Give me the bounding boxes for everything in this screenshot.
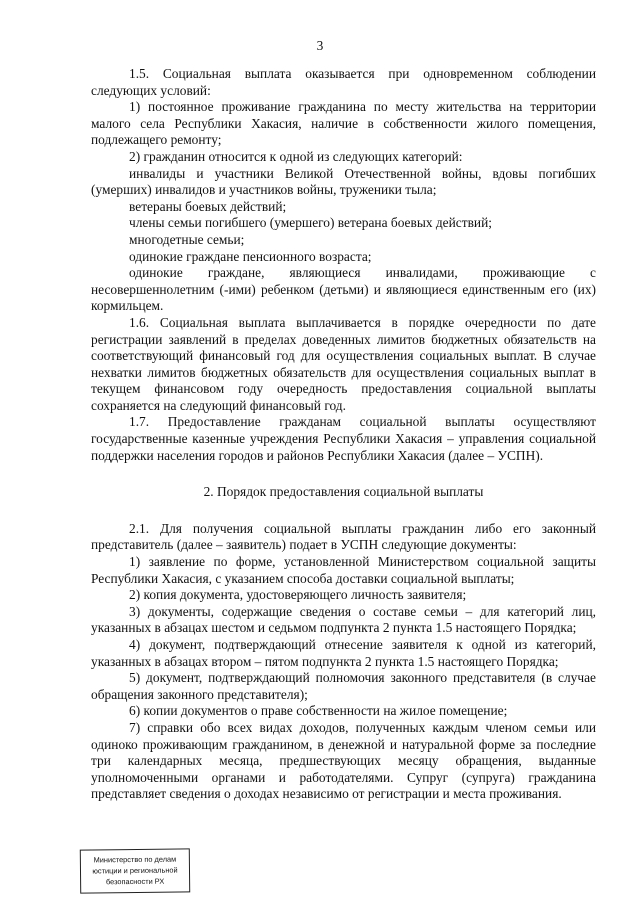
paragraph: 1.5. Социальная выплата оказывается при одновременном соблюдении следующих условий: [91, 66, 596, 98]
stamp-line: Министерство по делам [93, 854, 177, 865]
paragraph: ветераны боевых действий; [129, 198, 287, 214]
registration-stamp [80, 848, 190, 893]
paragraph: многодетные семьи; [129, 231, 245, 247]
page-number: 3 [316, 38, 324, 53]
paragraph: 2.1. Для получения социальной выплаты гражданин либо его законный представитель (далее – заявитель) подает в УСПН следующие документы: [91, 520, 596, 553]
paragraph: 4) документ, подтверждающий отнесение заявителя к одной из категорий, указанных в абзацах втором – пятом подпункта 2 пункта 1.5 настоящего Порядка; [91, 637, 596, 669]
section-heading: 2. Порядок предоставления социальной выплаты [203, 484, 484, 500]
paragraph: 3) документы, содержащие сведения о составе семьи – для категорий лиц, указанных в абзацах шестом и седьмом подпункта 2 пункта 1.5 настоящего Порядка; [91, 603, 596, 636]
paragraph: 7) справки обо всех видах доходов, полученных каждым членом семьи или одиноко проживающим гражданином, в денежной и натуральной форме за последние три календарных месяца, предшествующих месяцу обращения, выданные уполномоченными органами и работодателями. Супруг (супруга) гражданина представляет сведения о доходах независимо от регистрации и места проживания. [91, 719, 596, 802]
paragraph: инвалиды и участники Великой Отечественной войны, вдовы погибших (умерших) инвалидов и участников войны, труженики тыла; [91, 165, 596, 198]
paragraph: 1.6. Социальная выплата выплачивается в порядке очередности по дате регистрации заявлений в пределах доведенных лимитов бюджетных обязательств на соответствующий финансовый год для осуществления социальных выплат. В случае нехватки лимитов бюджетных обязательств для осуществления социальных выплат в текущем финансовом году очередность предоставления социальной выплаты сохраняется на следующий финансовый год. [91, 314, 596, 413]
paragraph: 1) заявление по форме, установленной Министерством социальной защиты Республики Хакасия, с указанием способа доставки социальной выплаты; [91, 554, 596, 586]
paragraph: 2) копия документа, удостоверяющего личность заявителя; [129, 587, 467, 603]
paragraph: одинокие граждане пенсионного возраста; [129, 248, 372, 264]
paragraph: 5) документ, подтверждающий полномочия законного представителя (в случае обращения законного представителя); [91, 670, 596, 702]
paragraph: 6) копии документов о праве собственности на жилое помещение; [129, 703, 508, 719]
document-body [91, 66, 596, 803]
stamp-line: юстиции и региональной [92, 865, 178, 876]
stamp-line: безопасности РХ [105, 876, 165, 887]
paragraph: члены семьи погибшего (умершего) ветерана боевых действий; [129, 215, 492, 231]
paragraph: 1) постоянное проживание гражданина по месту жительства на территории малого села Республики Хакасия, наличие в собственности жилого помещения, подлежащего ремонту; [91, 99, 596, 148]
paragraph: 1.7. Предоставление гражданам социальной выплаты осуществляют государственные казенные учреждения Республики Хакасия – управления социальной поддержки населения городов и районов Республики Хакасия (далее – УСПН). [91, 414, 596, 463]
paragraph: 2) гражданин относится к одной из следующих категорий: [129, 148, 463, 164]
paragraph: одинокие граждане, являющиеся инвалидами, проживающие с несовершеннолетним (-ими) ребенком (детьми) и являющиеся единственным его (их) кормильцем. [91, 265, 596, 314]
